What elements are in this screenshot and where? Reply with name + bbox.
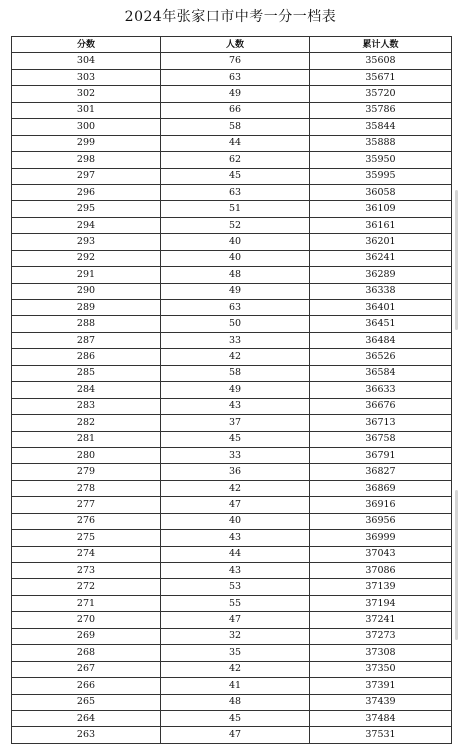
- score-cell: 303: [12, 69, 161, 85]
- cumulative-cell: 37273: [310, 628, 452, 644]
- score-cell: 295: [12, 201, 161, 217]
- cumulative-cell: 37439: [310, 694, 452, 710]
- table-row: [12, 710, 452, 726]
- table-row: [12, 727, 452, 743]
- header-score: 分数: [12, 37, 161, 53]
- score-cell: 263: [12, 727, 161, 743]
- table-row: [12, 267, 452, 283]
- score-cell: 293: [12, 234, 161, 250]
- score-cell: 270: [12, 612, 161, 628]
- count-cell: 49: [161, 86, 310, 102]
- table-row: [12, 300, 452, 316]
- score-cell: 294: [12, 217, 161, 233]
- count-cell: 45: [161, 710, 310, 726]
- score-cell: 278: [12, 480, 161, 496]
- count-cell: 33: [161, 447, 310, 463]
- cumulative-cell: 36289: [310, 267, 452, 283]
- table-row: [12, 595, 452, 611]
- table-row: [12, 612, 452, 628]
- cumulative-cell: 36338: [310, 283, 452, 299]
- cumulative-cell: 37086: [310, 563, 452, 579]
- count-cell: 43: [161, 530, 310, 546]
- count-cell: 58: [161, 365, 310, 381]
- table-row: [12, 102, 452, 118]
- table-row: [12, 135, 452, 151]
- cumulative-cell: 37484: [310, 710, 452, 726]
- cumulative-cell: 35844: [310, 119, 452, 135]
- table-row: [12, 332, 452, 348]
- cumulative-cell: 35888: [310, 135, 452, 151]
- score-cell: 265: [12, 694, 161, 710]
- score-cell: 287: [12, 332, 161, 348]
- table-row: [12, 283, 452, 299]
- cumulative-cell: 36484: [310, 332, 452, 348]
- table-row: [12, 464, 452, 480]
- cumulative-cell: 36758: [310, 431, 452, 447]
- score-cell: 301: [12, 102, 161, 118]
- scrollbar-indicator[interactable]: [455, 190, 458, 330]
- table-row: [12, 645, 452, 661]
- count-cell: 45: [161, 431, 310, 447]
- count-cell: 55: [161, 595, 310, 611]
- count-cell: 47: [161, 727, 310, 743]
- header-count: 人数: [161, 37, 310, 53]
- cumulative-cell: 35786: [310, 102, 452, 118]
- table-row: [12, 152, 452, 168]
- count-cell: 44: [161, 135, 310, 151]
- count-cell: 45: [161, 168, 310, 184]
- table-row: [12, 53, 452, 69]
- table-body: [12, 53, 452, 743]
- count-cell: 41: [161, 678, 310, 694]
- table-row: [12, 431, 452, 447]
- cumulative-cell: 37391: [310, 678, 452, 694]
- score-cell: 290: [12, 283, 161, 299]
- cumulative-cell: 37139: [310, 579, 452, 595]
- header-cumulative: 累计人数: [310, 37, 452, 53]
- table-row: [12, 365, 452, 381]
- table-row: [12, 447, 452, 463]
- count-cell: 49: [161, 382, 310, 398]
- table-row: [12, 415, 452, 431]
- count-cell: 33: [161, 332, 310, 348]
- cumulative-cell: 36956: [310, 513, 452, 529]
- cumulative-cell: 36999: [310, 530, 452, 546]
- table-row: [12, 349, 452, 365]
- cumulative-cell: 37241: [310, 612, 452, 628]
- cumulative-cell: 35995: [310, 168, 452, 184]
- table-row: [12, 563, 452, 579]
- count-cell: 47: [161, 612, 310, 628]
- score-cell: 302: [12, 86, 161, 102]
- cumulative-cell: 35671: [310, 69, 452, 85]
- score-cell: 288: [12, 316, 161, 332]
- count-cell: 48: [161, 694, 310, 710]
- table-row: [12, 168, 452, 184]
- score-cell: 304: [12, 53, 161, 69]
- count-cell: 42: [161, 349, 310, 365]
- table-row: [12, 119, 452, 135]
- count-cell: 37: [161, 415, 310, 431]
- score-cell: 299: [12, 135, 161, 151]
- count-cell: 76: [161, 53, 310, 69]
- count-cell: 62: [161, 152, 310, 168]
- table-row: [12, 546, 452, 562]
- count-cell: 47: [161, 497, 310, 513]
- count-cell: 35: [161, 645, 310, 661]
- cumulative-cell: 35720: [310, 86, 452, 102]
- cumulative-cell: 36584: [310, 365, 452, 381]
- table-row: [12, 86, 452, 102]
- count-cell: 51: [161, 201, 310, 217]
- count-cell: 58: [161, 119, 310, 135]
- score-cell: 266: [12, 678, 161, 694]
- table-row: [12, 661, 452, 677]
- count-cell: 66: [161, 102, 310, 118]
- score-cell: 292: [12, 250, 161, 266]
- score-cell: 285: [12, 365, 161, 381]
- cumulative-cell: 36869: [310, 480, 452, 496]
- table-row: [12, 579, 452, 595]
- scrollbar-indicator[interactable]: [455, 490, 458, 640]
- count-cell: 40: [161, 234, 310, 250]
- count-cell: 44: [161, 546, 310, 562]
- cumulative-cell: 36451: [310, 316, 452, 332]
- cumulative-cell: 36241: [310, 250, 452, 266]
- table-row: [12, 497, 452, 513]
- score-cell: 297: [12, 168, 161, 184]
- table-row: [12, 316, 452, 332]
- score-cell: 267: [12, 661, 161, 677]
- score-cell: 272: [12, 579, 161, 595]
- cumulative-cell: 36058: [310, 184, 452, 200]
- table-row: [12, 382, 452, 398]
- count-cell: 42: [161, 661, 310, 677]
- table-row: [12, 234, 452, 250]
- cumulative-cell: 37043: [310, 546, 452, 562]
- cumulative-cell: 37350: [310, 661, 452, 677]
- cumulative-cell: 36201: [310, 234, 452, 250]
- score-cell: 291: [12, 267, 161, 283]
- cumulative-cell: 37194: [310, 595, 452, 611]
- table-row: [12, 184, 452, 200]
- count-cell: 53: [161, 579, 310, 595]
- score-cell: 273: [12, 563, 161, 579]
- score-cell: 283: [12, 398, 161, 414]
- table-row: [12, 513, 452, 529]
- table-row: [12, 628, 452, 644]
- cumulative-cell: 36526: [310, 349, 452, 365]
- cumulative-cell: 36827: [310, 464, 452, 480]
- cumulative-cell: 35608: [310, 53, 452, 69]
- cumulative-cell: 37531: [310, 727, 452, 743]
- cumulative-cell: 36109: [310, 201, 452, 217]
- score-cell: 284: [12, 382, 161, 398]
- cumulative-cell: 36916: [310, 497, 452, 513]
- score-cell: 275: [12, 530, 161, 546]
- score-cell: 281: [12, 431, 161, 447]
- table-row: [12, 201, 452, 217]
- score-cell: 264: [12, 710, 161, 726]
- count-cell: 63: [161, 184, 310, 200]
- table-row: [12, 480, 452, 496]
- cumulative-cell: 36633: [310, 382, 452, 398]
- cumulative-cell: 36676: [310, 398, 452, 414]
- score-cell: 289: [12, 300, 161, 316]
- table-row: [12, 217, 452, 233]
- count-cell: 32: [161, 628, 310, 644]
- count-cell: 48: [161, 267, 310, 283]
- count-cell: 36: [161, 464, 310, 480]
- score-cell: 269: [12, 628, 161, 644]
- score-cell: 271: [12, 595, 161, 611]
- cumulative-cell: 36791: [310, 447, 452, 463]
- table-row: [12, 250, 452, 266]
- count-cell: 42: [161, 480, 310, 496]
- count-cell: 43: [161, 398, 310, 414]
- count-cell: 50: [161, 316, 310, 332]
- table-row: [12, 530, 452, 546]
- count-cell: 63: [161, 69, 310, 85]
- count-cell: 40: [161, 250, 310, 266]
- score-cell: 280: [12, 447, 161, 463]
- score-cell: 298: [12, 152, 161, 168]
- table-row: [12, 69, 452, 85]
- count-cell: 52: [161, 217, 310, 233]
- score-cell: 274: [12, 546, 161, 562]
- count-cell: 63: [161, 300, 310, 316]
- score-cell: 279: [12, 464, 161, 480]
- table-row: [12, 678, 452, 694]
- cumulative-cell: 35950: [310, 152, 452, 168]
- cumulative-cell: 36713: [310, 415, 452, 431]
- count-cell: 40: [161, 513, 310, 529]
- cumulative-cell: 36401: [310, 300, 452, 316]
- score-cell: 276: [12, 513, 161, 529]
- score-table: [11, 36, 452, 744]
- count-cell: 49: [161, 283, 310, 299]
- table-row: [12, 398, 452, 414]
- score-cell: 296: [12, 184, 161, 200]
- cumulative-cell: 36161: [310, 217, 452, 233]
- count-cell: 43: [161, 563, 310, 579]
- score-cell: 300: [12, 119, 161, 135]
- table-header-row: [12, 37, 452, 53]
- score-cell: 286: [12, 349, 161, 365]
- cumulative-cell: 37308: [310, 645, 452, 661]
- table-row: [12, 694, 452, 710]
- score-cell: 277: [12, 497, 161, 513]
- score-cell: 268: [12, 645, 161, 661]
- page-title: 2024年张家口市中考一分一档表: [124, 9, 337, 25]
- score-cell: 282: [12, 415, 161, 431]
